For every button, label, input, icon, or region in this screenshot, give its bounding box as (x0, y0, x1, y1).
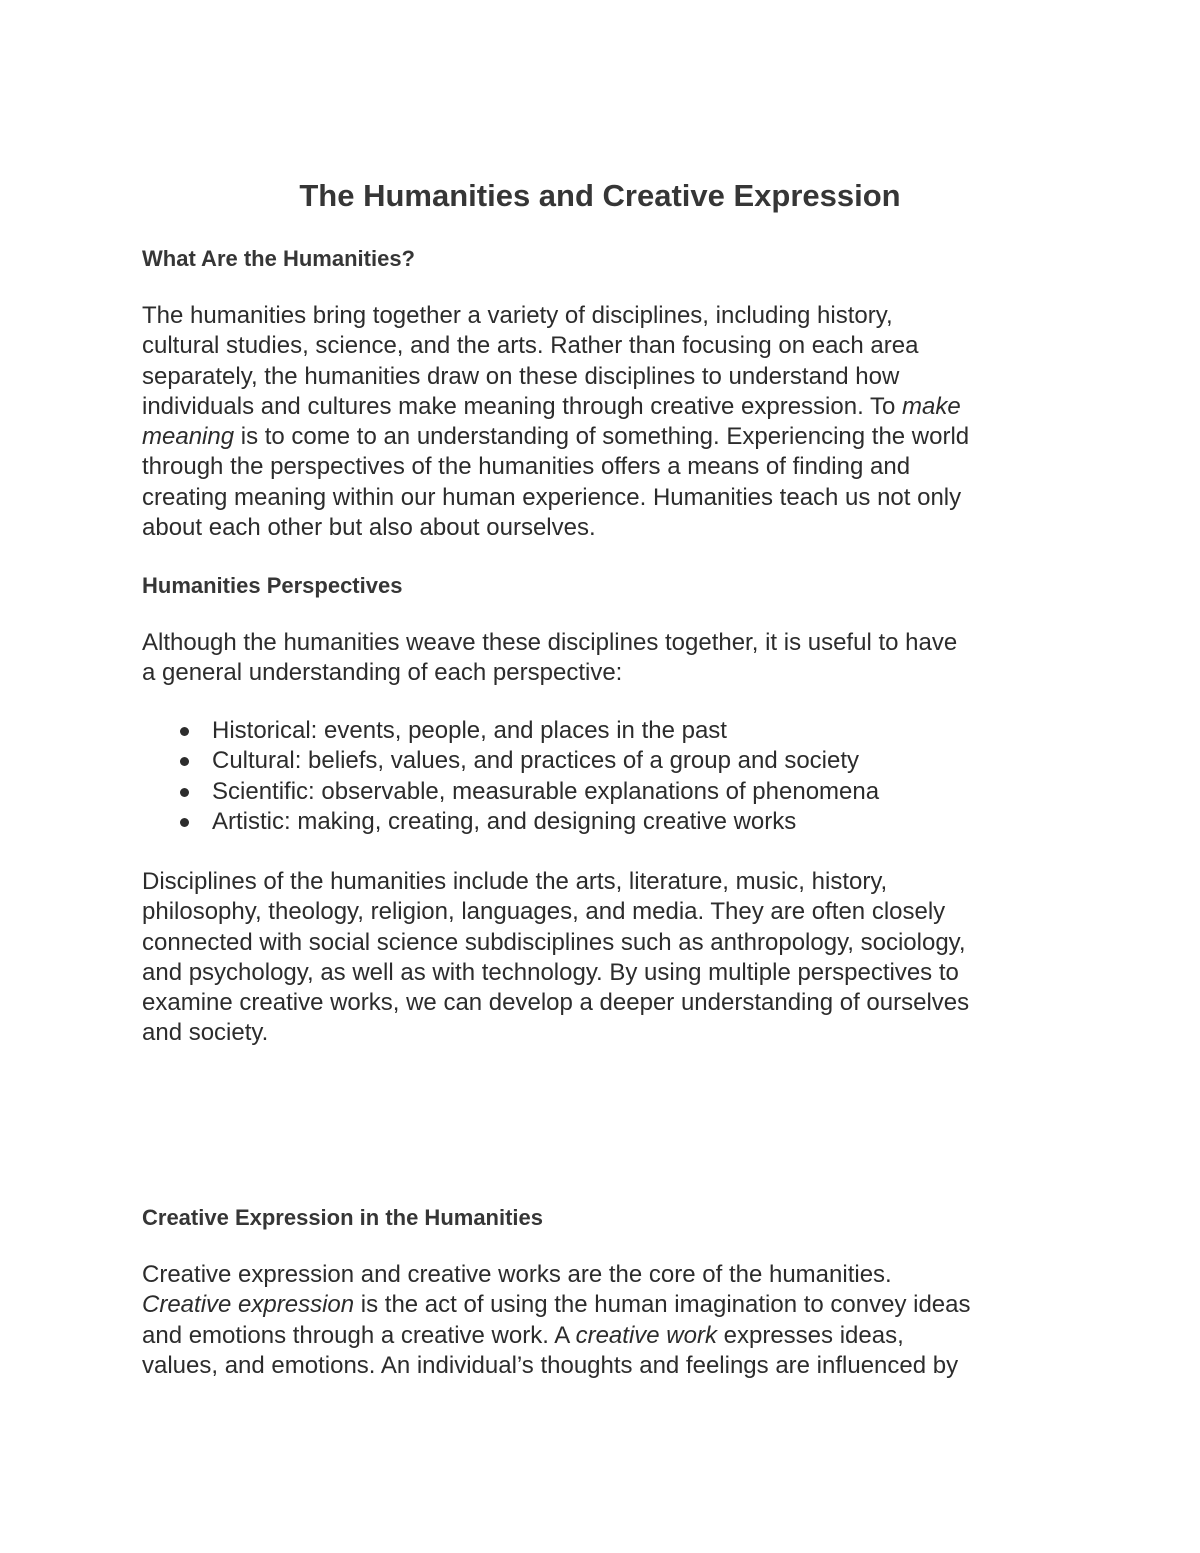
italic-term-make: make (901, 392, 961, 420)
italic-term-creative-expression: Creative expression (142, 1291, 355, 1319)
text-line: The humanities bring together a variety of disciplines, including history, (142, 302, 893, 329)
text-line: and society. (142, 1019, 269, 1047)
section-heading-creative-expression: Creative Expression in the Humanities (142, 1205, 544, 1230)
list-item: Historical: events, people, and places in the past (142, 716, 879, 746)
text-line: and emotions through a creative work. A creative work expresses ideas, (142, 1321, 904, 1349)
paragraph-creative-expression (142, 1260, 1072, 1381)
list-item: Artistic: making, creating, and designing creative works (142, 807, 879, 837)
text-line: through the perspectives of the humanities offers a means of finding and (142, 453, 911, 481)
text-line: separately, the humanities draw on these disciplines to understand how (142, 362, 900, 390)
text-line: examine creative works, we can develop a deeper understanding of ourselves (142, 989, 970, 1017)
bullet-icon (180, 818, 189, 827)
paragraph-humanities-definition (142, 301, 1072, 543)
text-line: philosophy, theology, religion, languages, and media. They are often closely (142, 898, 946, 926)
document-title: The Humanities and Creative Expression (299, 178, 901, 213)
text-line: about each other but also about ourselves. (142, 514, 596, 542)
text-line: cultural studies, science, and the arts. Rather than focusing on each area (142, 332, 919, 360)
bullet-icon (180, 788, 189, 797)
text-line: and psychology, as well as with technology. By using multiple perspectives to (142, 958, 959, 986)
italic-term-creative-work: creative work (575, 1321, 717, 1349)
paragraph-perspectives-intro (142, 628, 1072, 689)
section-heading-what-are-humanities: What Are the Humanities? (142, 246, 415, 271)
perspectives-list (142, 716, 879, 837)
text-line: Creative expression is the act of using the human imagination to convey ideas (142, 1291, 971, 1319)
bullet-icon (180, 757, 189, 766)
text-line: Although the humanities weave these disciplines together, it is useful to have (142, 629, 958, 656)
list-item: Scientific: observable, measurable explanations of phenomena (142, 777, 879, 807)
text-line: meaning is to come to an understanding of something. Experiencing the world (142, 423, 970, 451)
section-heading-humanities-perspectives: Humanities Perspectives (142, 573, 403, 598)
text-line: Creative expression and creative works are the core of the humanities. (142, 1261, 892, 1288)
text-line: creating meaning within our human experience. Humanities teach us not only (142, 483, 962, 511)
paragraph-disciplines (142, 867, 1072, 1049)
list-item: Cultural: beliefs, values, and practices of a group and society (142, 746, 879, 776)
italic-term-meaning: meaning (142, 423, 235, 451)
bullet-icon (180, 727, 189, 736)
text-line: Disciplines of the humanities include the arts, literature, music, history, (142, 868, 888, 895)
text-line: values, and emotions. An individual’s thoughts and feelings are influenced by (142, 1351, 959, 1379)
text-line: connected with social science subdisciplines such as anthropology, sociology, (142, 928, 966, 956)
text-line: a general understanding of each perspective: (142, 659, 623, 687)
text-line: individuals and cultures make meaning through creative expression. To make (142, 392, 961, 420)
